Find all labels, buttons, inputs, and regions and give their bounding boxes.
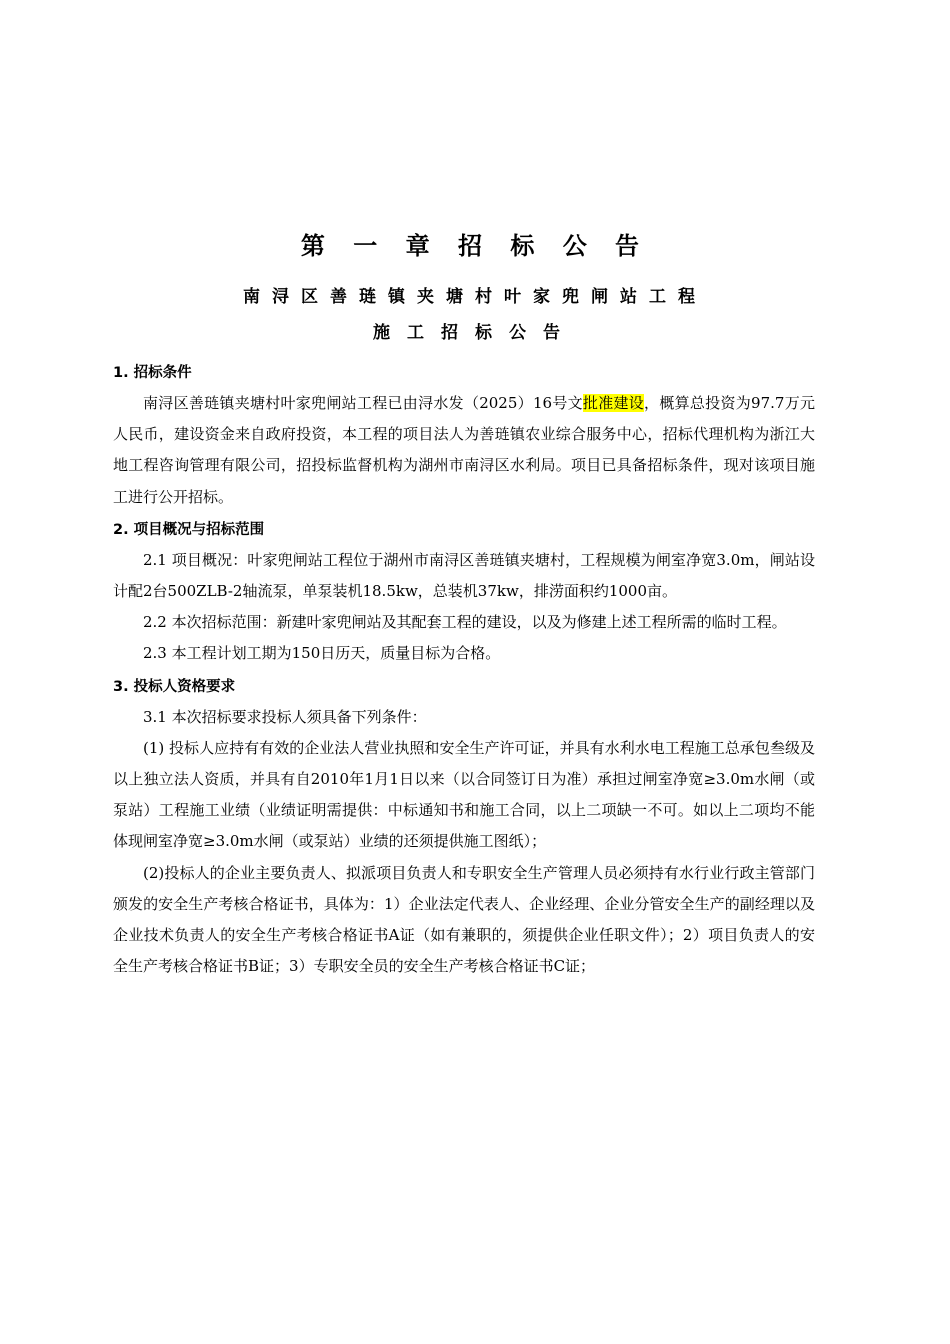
section-heading-1: 1. 招标条件 <box>113 365 192 381</box>
section-3-1-paragraph: 3.1 本次招标要求投标人须具备下列条件： <box>143 707 427 726</box>
section-3-item-1-paragraph: (1) 投标人应持有有效的企业法人营业执照和安全生产许可证，并具有水利水电工程施工总承包叁级及以上独立法人资质，并具有自2010年1月1日以来（以合同签订日为准）承担过闸室净宽≥3.0m水闸（或泵站）工程施工业绩（业绩证明需提供：中标通知书和施工合同，以上二项缺一不可。如以上二项均不能体现闸室净宽≥3.0m水闸（或泵站）业绩的还须提供施工图纸）； <box>113 738 815 851</box>
highlighted-text: 批准建设 <box>582 394 645 412</box>
section-2-2-paragraph: 2.2 本次招标范围：新建叶家兜闸站及其配套工程的建设，以及为修建上述工程所需的临时工程。 <box>143 613 787 632</box>
section-3-item-2-paragraph: (2)投标人的企业主要负责人、拟派项目负责人和专职安全生产管理人员必须持有水行业行政主管部门颁发的安全生产考核合格证书，具体为：1）企业法定代表人、企业经理、企业分管安全生产的副经理以及企业技术负责人的安全生产考核合格证书A证（如有兼职的，须提供企业任职文件）；2）项目负责人的安全生产考核合格证书B证；3）专职安全员的安全生产考核合格证书C证； <box>113 863 815 976</box>
text-before-highlight: 南浔区善琏镇夹塘村叶家兜闸站工程已由浔水发（2025）16号文 <box>143 394 583 412</box>
notice-title-line1: 南浔区善琏镇夹塘村叶家兜闸站工程 <box>243 287 707 307</box>
section-2-1-paragraph: 2.1 项目概况：叶家兜闸站工程位于湖州市南浔区善琏镇夹塘村，工程规模为闸室净宽3.0m，闸站设计配2台500ZLB-2轴流泵，单泵装机18.5kw，总装机37kw，排涝面积约1000亩。 <box>113 550 815 601</box>
notice-title-line2: 施工招标公告 <box>373 323 577 343</box>
section-heading-3: 3. 投标人资格要求 <box>113 678 236 695</box>
section-1-paragraph <box>113 388 815 513</box>
section-2-3-paragraph: 2.3 本工程计划工期为150日历天，质量目标为合格。 <box>143 644 501 663</box>
document-body <box>113 356 815 982</box>
section-heading-2: 2. 项目概况与招标范围 <box>113 521 265 538</box>
text-after-highlight: ，概算总投资为97.7万元人民币，建设资金来自政府投资，本工程的项目法人为善琏镇农业综合服务中心，招标代理机构为浙江大地工程咨询管理有限公司，招投标监督机构为湖州市南浔区水利局。项目已具备招标条件，现对该项目施工进行公开招标。 <box>113 394 815 506</box>
chapter-title: 第 一 章 招 标 公 告 <box>300 232 650 260</box>
